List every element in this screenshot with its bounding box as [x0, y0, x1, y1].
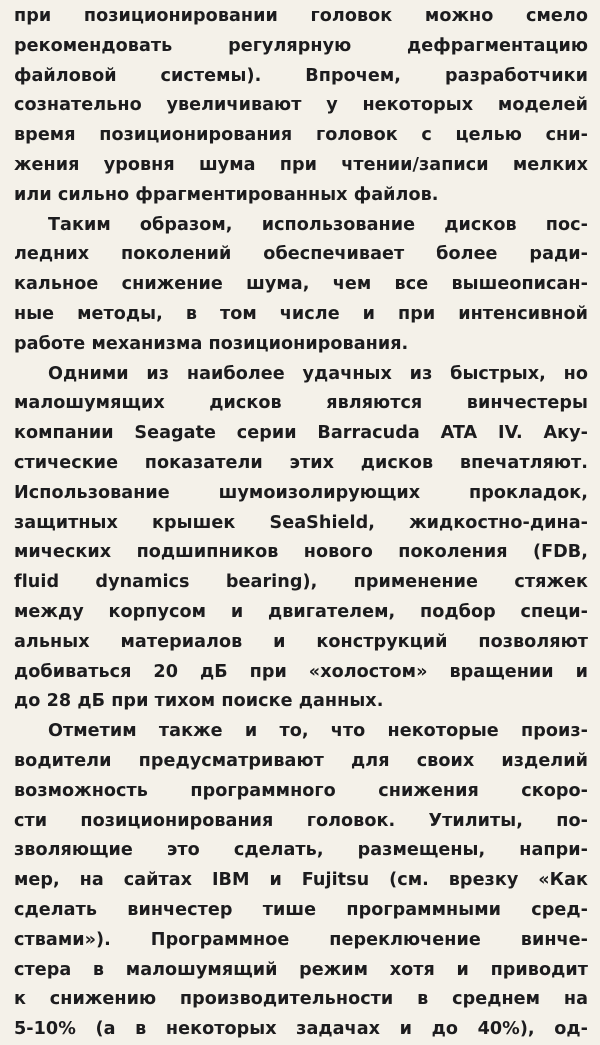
text-line: зволяющие это сделать, размещены, напри- — [14, 840, 588, 861]
text-line: добиваться 20 дБ при «холостом» вращении и — [14, 661, 588, 682]
text-line: сознательно увеличивают у некоторых моделей — [14, 95, 588, 116]
paragraph-3 — [14, 360, 588, 718]
text-line: ствами»). Программное переключение винче- — [14, 929, 588, 950]
text-line: стера в малошумящий режим хотя и приводит — [14, 959, 588, 980]
text-line: компании Seagate серии Barracuda ATA IV. Аку- — [14, 423, 588, 444]
text-line: при позиционировании головок можно смело — [14, 6, 588, 26]
text-line: стические показатели этих дисков впечатляют. — [14, 452, 588, 473]
text-line: файловой системы). Впрочем, разработчики — [14, 65, 588, 86]
text-line: альных материалов и конструкций позволяют — [14, 631, 588, 652]
text-line: Отметим также и то, что некоторые произ- — [48, 721, 588, 742]
text-line: между корпусом и двигателем, подбор специ- — [14, 601, 588, 622]
text-line: жения уровня шума при чтении/записи мелких — [14, 154, 588, 175]
text-line: 5-10% (а в некоторых задачах и до 40%), од- — [14, 1019, 588, 1040]
text-line: время позиционирования головок с целью сни- — [14, 125, 588, 146]
text-line: ледних поколений обеспечивает более ради- — [14, 244, 588, 265]
text-line: мер, на сайтах IBM и Fujitsu (см. врезку «Как — [14, 870, 588, 891]
article-text — [14, 2, 588, 1045]
text-line: fluid dynamics bearing), применение стяжек — [14, 572, 588, 593]
text-line: к снижению производительности в среднем на — [14, 989, 588, 1010]
text-line: Использование шумоизолирующих прокладок, — [14, 482, 588, 503]
text-line: или сильно фрагментированных файлов. — [14, 184, 439, 205]
text-line: ные методы, в том числе и при интенсивной — [14, 303, 588, 324]
text-line: работе механизма позиционирования. — [14, 333, 409, 354]
text-line: кальное снижение шума, чем все вышеописан- — [14, 274, 588, 295]
paragraph-2 — [14, 211, 588, 360]
text-line: возможность программного снижения скоро- — [14, 780, 588, 801]
text-line: защитных крышек SeaShield, жидкостно-дина- — [14, 512, 588, 533]
text-line: водители предусматривают для своих изделий — [14, 750, 588, 771]
text-line: Одними из наиболее удачных из быстрых, но — [48, 363, 588, 384]
text-line: до 28 дБ при тихом поиске данных. — [14, 691, 384, 712]
text-line: Таким образом, использование дисков пос- — [48, 214, 588, 235]
text-line: малошумящих дисков являются винчестеры — [14, 393, 588, 414]
text-line: сти позиционирования головок. Утилиты, по- — [14, 810, 588, 831]
text-line: рекомендовать регулярную дефрагментацию — [14, 35, 588, 56]
paragraph-4 — [14, 717, 588, 1045]
text-line: мических подшипников нового поколения (FDB, — [14, 542, 588, 563]
paragraph-1 — [14, 2, 588, 211]
text-line: сделать винчестер тише программными сред- — [14, 899, 588, 920]
